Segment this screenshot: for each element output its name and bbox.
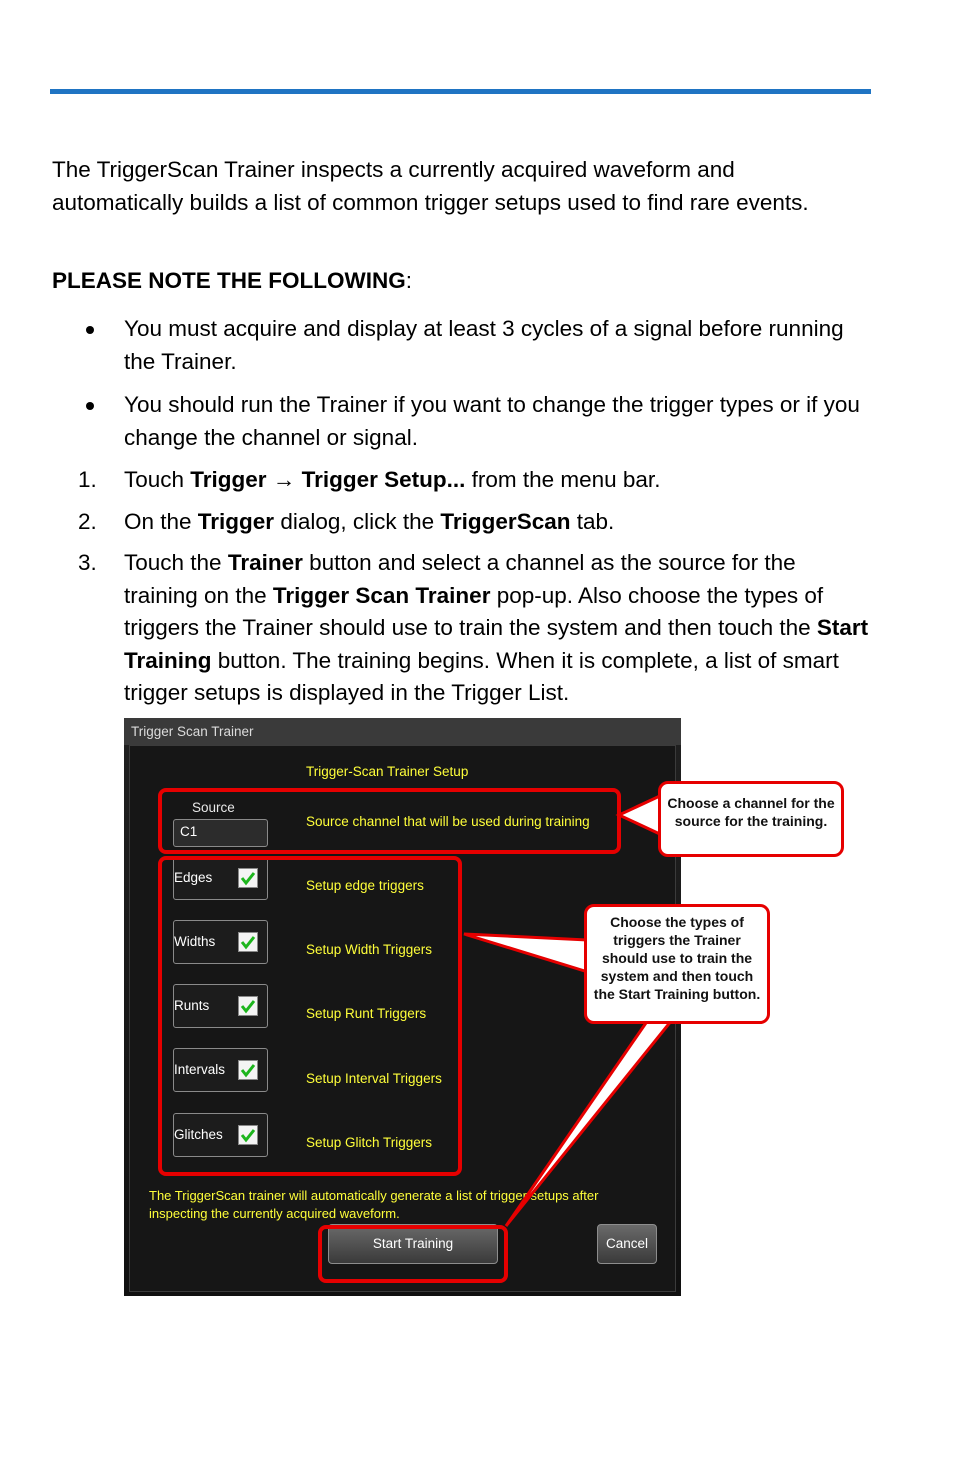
bullet-text: You must acquire and display at least 3 cycles of a signal before running the Trainer.	[124, 316, 844, 374]
option-label: Runts	[174, 998, 210, 1013]
start-training-label: Start Training	[372, 1236, 454, 1251]
step-bold-run: Trigger → Trigger Setup...	[190, 467, 466, 492]
step-text-run: pop-up. Also choose the types of triggers the Trainer should use to train the system and then touch the	[124, 582, 824, 640]
types-callout-pointer	[464, 934, 588, 972]
source-value: C1	[180, 824, 198, 839]
step-bold-run: Trainer	[227, 550, 303, 575]
step-bold-run: TriggerScan	[440, 509, 571, 534]
step-text-run: button. The training begins. When it is complete, a list of smart trigger setups is displayed in the Trigger List.	[124, 647, 839, 705]
note-colon: :	[405, 268, 413, 293]
step-text-run: Touch the	[124, 550, 228, 575]
types-callout-text: Choose the types of triggers the Trainer should use to train the system and then touch the Start Training button.	[593, 914, 761, 1002]
step-text-run: tab.	[570, 509, 615, 534]
step-number: 2.	[78, 509, 97, 534]
option-desc: Setup edge triggers	[306, 878, 424, 893]
option-desc: Setup Glitch Triggers	[306, 1135, 433, 1150]
cancel-label: Cancel	[605, 1236, 649, 1251]
step-text-run: button and select a channel as the source for the training on the	[124, 550, 796, 608]
source-callout-pointer	[619, 795, 662, 835]
step-number: 3.	[78, 550, 97, 575]
note-bold: PLEASE NOTE THE FOLLOWING	[52, 268, 406, 293]
option-desc: Setup Width Triggers	[306, 942, 433, 957]
dialog-heading: Trigger-Scan Trainer Setup	[306, 764, 469, 779]
step-bold-run: Trigger Scan Trainer	[272, 582, 491, 608]
source-callout	[658, 781, 844, 857]
source-callout-text: Choose a channel for the source for the training.	[667, 795, 835, 829]
footer-line: The TriggerScan trainer will automatically generate a list of trigger setups after	[149, 1188, 599, 1203]
start-callout-pointer	[506, 1020, 672, 1226]
dialog-title: Trigger Scan Trainer	[131, 724, 254, 739]
source-desc: Source channel that will be used during training	[306, 814, 590, 829]
option-label: Widths	[174, 934, 216, 949]
step-bold-run: Trigger	[197, 509, 275, 534]
source-label: Source	[192, 800, 235, 815]
option-label: Glitches	[174, 1127, 223, 1142]
step-text-run: from the menu bar.	[465, 467, 661, 492]
types-callout	[584, 904, 770, 1024]
step-number: 1.	[78, 467, 97, 492]
step-text-run: Touch	[124, 467, 191, 492]
option-label: Intervals	[174, 1062, 226, 1077]
step-text-run: On the	[124, 509, 198, 534]
bullet-text: You should run the Trainer if you want to change the trigger types or if you change the channel or signal.	[124, 392, 860, 450]
step-text-run: dialog, click the	[274, 509, 441, 534]
step-bold-run: Start Training	[124, 615, 869, 673]
footer-line: inspecting the currently acquired waveform.	[149, 1206, 400, 1221]
option-label: Edges	[174, 870, 213, 885]
option-desc: Setup Runt Triggers	[306, 1006, 427, 1021]
intro-paragraph: The TriggerScan Trainer inspects a currently acquired waveform and automatically builds a list of common trigger setups used to find rare events.	[52, 157, 809, 215]
option-desc: Setup Interval Triggers	[306, 1071, 442, 1086]
